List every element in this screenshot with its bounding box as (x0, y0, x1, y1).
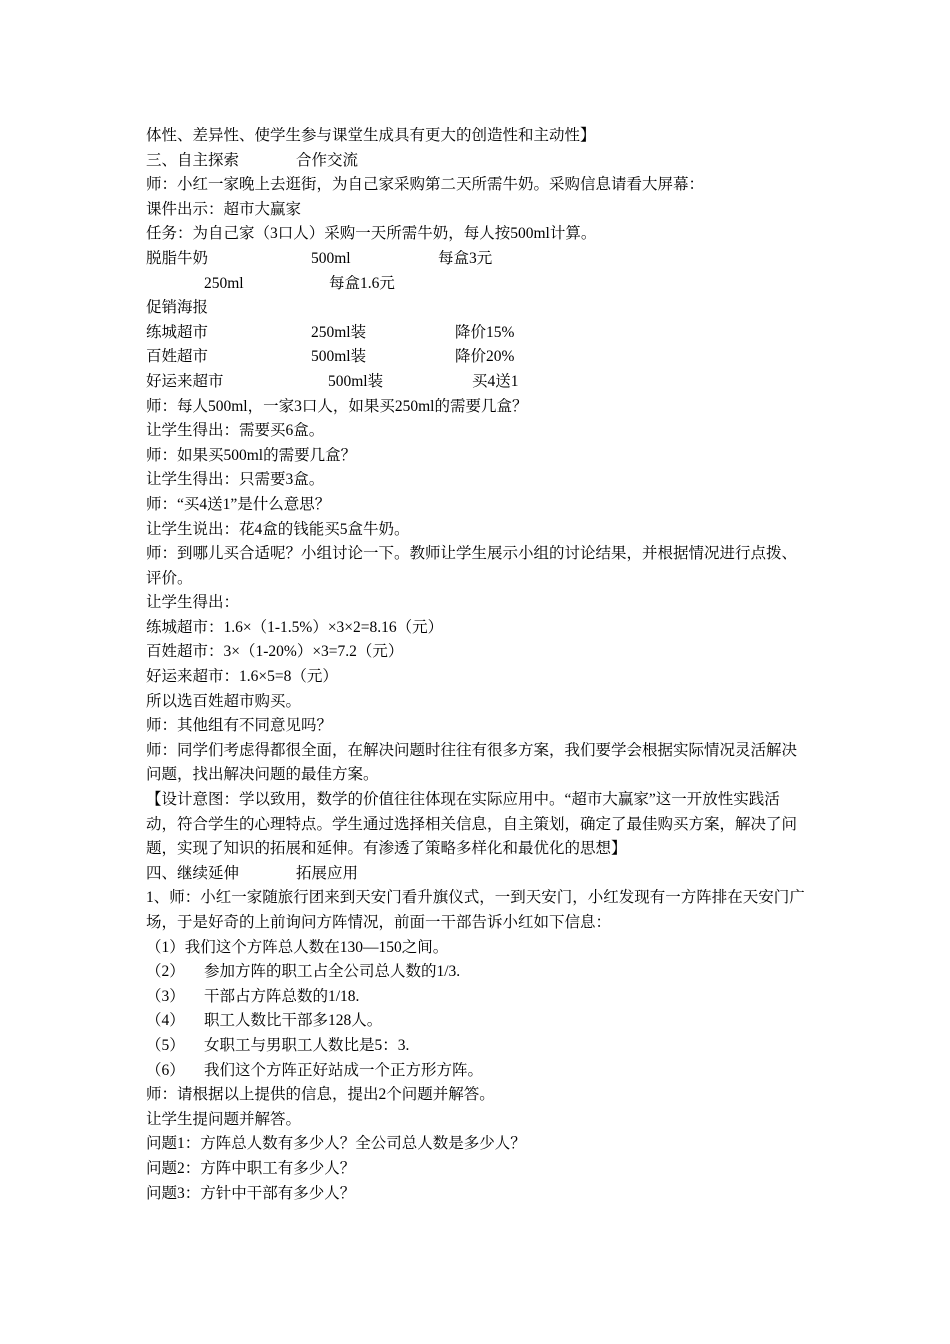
list-number: （4） (146, 1012, 185, 1030)
heading-part: 四、继续延伸 (146, 864, 240, 882)
cell: 250ml (204, 274, 244, 292)
cell: 每盒3元 (438, 249, 493, 267)
paragraph: 师：请根据以上提供的信息，提出2个问题并解答。 (146, 1086, 495, 1104)
heading-part: 合作交流 (296, 151, 359, 169)
list-number: （5） (146, 1036, 185, 1054)
paragraph: 师：小红一家晚上去逛街，为自己家采购第二天所需牛奶。采购信息请看大屏幕： (146, 176, 705, 194)
paragraph: 所以选百姓超市购买。 (146, 692, 302, 710)
question: 问题3：方针中干部有多少人？ (146, 1184, 356, 1202)
calculation: 好运来超市：1.6×5=8（元） (146, 668, 338, 686)
question: 问题1：方阵总人数有多少人？全公司总人数是多少人？ (146, 1135, 526, 1153)
promo-row (146, 321, 810, 346)
cell: 250ml装 (311, 323, 367, 341)
paragraph: 师：“买4送1”是什么意思？ (146, 495, 331, 513)
paragraph: 1、师：小红一家随旅行团来到天安门看升旗仪式，一到天安门，小红发现有一方阵排在天安门广场，于是好奇的上前询问方阵情况，前面一干部告诉小红如下信息： (146, 889, 805, 931)
cell: 500ml装 (328, 372, 384, 390)
paragraph: 师：同学们考虑得都很全面，在解决问题时往往有很多方案，我们要学会根据实际情况灵活解决问题，找出解决问题的最佳方案。 (146, 741, 798, 784)
heading-part: 拓展应用 (296, 864, 359, 882)
list-number: （6） (146, 1061, 185, 1079)
cell: 买4送1 (472, 372, 519, 390)
paragraph: 让学生说出：花4盒的钱能买5盒牛奶。 (146, 520, 410, 538)
cell: 好运来超市 (146, 372, 224, 390)
paragraph: 让学生得出： (146, 594, 240, 612)
document-body (146, 124, 810, 1206)
question: 问题2：方阵中职工有多少人？ (146, 1159, 356, 1177)
calculation: 百姓超市：3×（1-20%）×3=7.2（元） (146, 643, 404, 661)
list-number: （3） (146, 987, 185, 1005)
milk-row (146, 272, 810, 297)
list-number: （2） (146, 963, 185, 981)
list-item (146, 985, 810, 1010)
promo-row (146, 370, 810, 395)
paragraph: 课件出示：超市大赢家 (146, 200, 302, 218)
list-item (146, 960, 810, 985)
paragraph: 让学生得出：需要买6盒。 (146, 422, 325, 440)
cell: 降价20% (455, 348, 515, 366)
paragraph: 让学生提问题并解答。 (146, 1110, 302, 1128)
design-intent-note: 【设计意图：学以致用，数学的价值往往体现在实际应用中。“超市大赢家”这一开放性实践活动，符合学生的心理特点。学生通过选择相关信息，自主策划，确定了最佳购买方案，解决了问题，实现了知识的拓展和延伸。有渗透了策略多样化和最优化的思想】 (146, 791, 798, 858)
paragraph: 师：到哪儿买合适呢？小组讨论一下。教师让学生展示小组的讨论结果，并根据情况进行点拨、评价。 (146, 545, 798, 587)
paragraph: 任务：为自己家（3口人）采购一天所需牛奶，每人按500ml计算。 (146, 225, 597, 243)
list-item: （1）我们这个方阵总人数在130—150之间。 (146, 938, 449, 956)
paragraph: 师：如果买500ml的需要几盒？ (146, 446, 357, 464)
list-item (146, 1059, 810, 1084)
cell: 500ml装 (311, 348, 367, 366)
paragraph: 体性、差异性、使学生参与课堂生成具有更大的创造性和主动性】 (146, 127, 596, 144)
cell: 每盒1.6元 (329, 274, 395, 292)
cell: 百姓超市 (146, 348, 209, 366)
list-item (146, 1009, 810, 1034)
list-text: 干部占方阵总数的1/18. (204, 987, 360, 1005)
section-heading-4 (146, 862, 810, 887)
list-text: 女职工与男职工人数比是5：3. (204, 1036, 410, 1054)
cell: 降价15% (455, 323, 515, 341)
cell: 500ml (311, 249, 351, 267)
list-text: 我们这个方阵正好站成一个正方形方阵。 (204, 1061, 484, 1079)
paragraph: 让学生得出：只需要3盒。 (146, 471, 325, 489)
section-heading-3 (146, 149, 810, 174)
paragraph: 师：其他组有不同意见吗？ (146, 717, 333, 735)
cell: 练城超市 (146, 323, 209, 341)
list-item (146, 1034, 810, 1059)
promo-row (146, 345, 810, 370)
paragraph: 师：每人500ml，一家3口人，如果买250ml的需要几盒？ (146, 397, 528, 415)
milk-row (146, 247, 810, 272)
list-text: 参加方阵的职工占全公司总人数的1/3. (204, 963, 461, 981)
list-text: 职工人数比干部多128人。 (204, 1012, 383, 1030)
cell: 脱脂牛奶 (146, 249, 209, 267)
heading-part: 三、自主探索 (146, 151, 240, 169)
paragraph: 促销海报 (146, 299, 209, 317)
calculation: 练城超市：1.6×（1-1.5%）×3×2=8.16（元） (146, 618, 444, 636)
